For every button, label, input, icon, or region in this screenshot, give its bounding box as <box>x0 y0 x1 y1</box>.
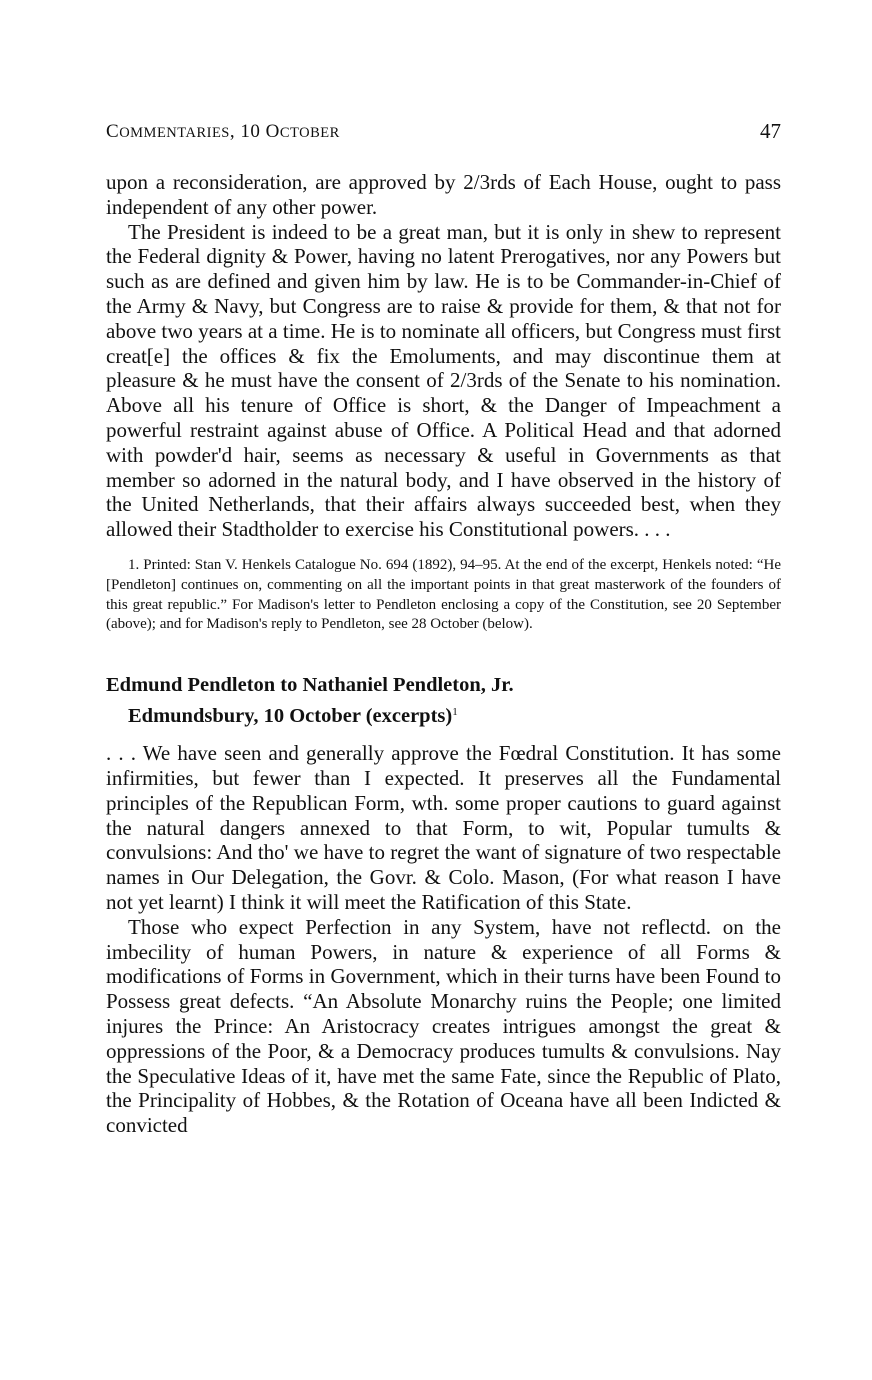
running-head-rest: OMMENTARIES <box>119 125 230 141</box>
continuation-paragraph: upon a reconsideration, are approved by 2/3rds of Each House, ought to pass independent of any other power. <box>106 170 781 219</box>
footnote-marker: 1 <box>452 706 458 719</box>
document-heading <box>106 672 781 730</box>
running-head-date: , 10 <box>229 121 266 142</box>
page-number: 47 <box>760 119 781 143</box>
president-paragraph: The President is indeed to be a great man, but it is only in shew to represent the Federal dignity & Power, having no latent Prerogatives, nor any Powers but such as are defined and given him by law. He is to be Commander-in-Chief of the Army & Navy, but Congress are to raise & provide for them, & that not for above two years at a time. He is to nominate all officers, but Congress must first creat[e] the offices & fix the Emoluments, and may discontinue them at pleasure & he must have the consent of 2/3rds of the Senate to his nomination. Above all his tenure of Office is short, & the Danger of Impeachment a powerful restraint against abuse of Office. A Political Head and that adorned with powder'd hair, seems as necessary & useful in Governments as that member so adorned in the natural body, and I have observed in the history of the United Netherlands, that their affairs always succeeded best, when they allowed their Stadtholder to exercise his Constitutional powers. . . . <box>106 219 781 542</box>
footnote: 1. Printed: Stan V. Henkels Catalogue No. 694 (1892), 94–95. At the end of the excerpt, Henkels noted: “He [Pendleton] continues on, commenting on all the important points in that great masterwork of the founders of this great republic.” For Madison's letter to Pendleton enclosing a copy of the Constitution, see 20 September (above); and for Madison's reply to Pendleton, see 28 October (below). <box>106 556 781 633</box>
document-heading-line2 <box>106 699 781 730</box>
document-heading-place-date: Edmundsbury, 10 October (excerpts) <box>128 705 453 728</box>
letter-paragraph-1: . . . We have seen and generally approve the Fœdral Constitution. It has some infirmities, but fewer than I expected. It preserves all the Fundamental principles of the Republican Form, wth. some proper cautions to guard against the natural dangers annexed to that Form, to wit, Popular tumults & convulsions: And tho' we have to regret the want of signature of two respectable names in Our Delegation, the Govr. & Colo. Mason, (For what reason I have not yet learnt) I think it will meet the Ratification of this State. <box>106 741 781 914</box>
running-head-initial: C <box>106 121 120 142</box>
letter-paragraph-2: Those who expect Perfection in any System, have not reflectd. on the imbecility of human Powers, in nature & experience of all Forms & modifications of Forms in Government, which in their turns have been Found to Possess great defects. “An Absolute Monarchy ruins the People; one limited injures the Prince: An Aristocracy creates intrigues amongst the great & oppressions of the Poor, & a Democracy produces tumults & convulsions. Nay the Speculative Ideas of it, have met the same Fate, since the Republic of Plato, the Principality of Hobbes, & the Rotation of Oceana have all been Indicted & convicted <box>106 914 781 1138</box>
document-heading-line1: Edmund Pendleton to Nathaniel Pendleton, Jr. <box>106 674 514 697</box>
page-header <box>106 121 781 147</box>
page-body <box>106 170 781 1138</box>
running-head-month-rest: CTOBER <box>279 125 340 141</box>
running-head <box>106 121 340 143</box>
running-head-month-initial: O <box>265 121 280 142</box>
